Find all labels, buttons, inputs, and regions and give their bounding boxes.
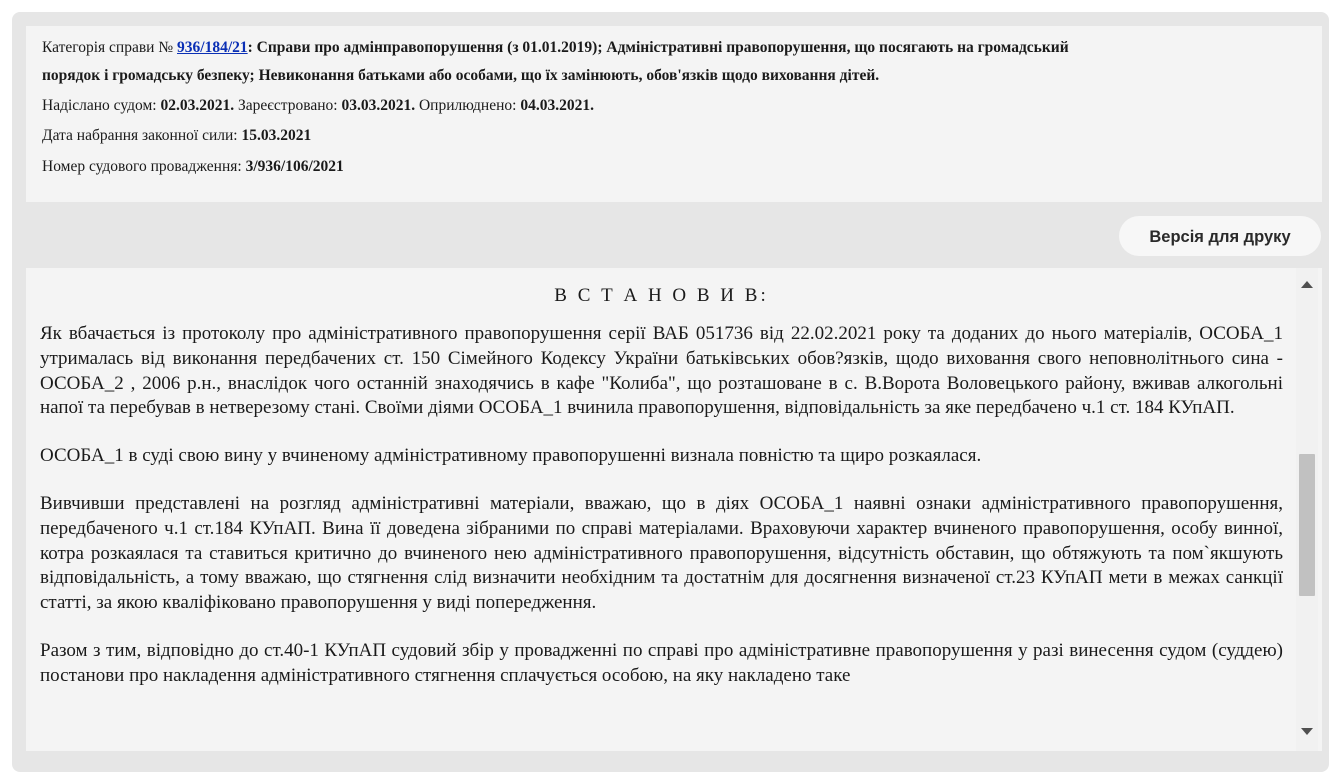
dates-line [42,92,594,120]
category-line [42,34,1069,62]
proceeding-label: Номер судового провадження: [42,158,246,175]
published-date: 04.03.2021. [520,97,594,114]
scroll-up-arrow-icon[interactable] [1301,281,1313,288]
category-line-2 [42,62,879,90]
sent-date: 02.03.2021. [160,97,235,114]
scrollbar-thumb[interactable] [1299,454,1315,596]
paragraph: ОСОБА_1 в суді свою вину у вчиненому адміністративному правопорушенні визнала повністю та щиро розкаялася. [40,445,982,467]
effective-label: Дата набрання законної сили: [42,127,242,144]
proceeding-line [42,153,344,181]
registered-date: 03.03.2021. [341,97,416,114]
proceeding-number: 3/936/106/2021 [245,158,344,175]
category-text-1: : Справи про адмінправопорушення (з 01.01.2019); Адміністративні правопорушення, що посягають на громадський [247,39,1069,56]
document-heading: В С Т А Н О В И В: [554,285,769,306]
paragraph: Разом з тим, відповідно до ст.40-1 КУпАП судовий збір у провадженні по справі про адміністративне правопорушення у разі винесення судом (суддею) постанови про накладення адміністративного стягнення сплачується особою, на яку накладено таке [40,639,1283,686]
published-label: Оприлюднено: [415,97,521,114]
case-info-panel [26,26,1322,202]
case-number-link[interactable]: 936/184/21 [177,39,248,56]
effective-line [42,122,311,150]
paragraph: Вивчивши представлені на розгляд адміністративні матеріали, вважаю, що в діях ОСОБА_1 наявні ознаки адміністративного правопорушення, передбаченого ч.1 ст.184 КУпАП. Вина її доведена зібраними по справі матеріалами. Враховуючи характер вчиненого правопорушення, особу винної, котра розкаялася та ставиться критично до вчиненого нею адміністративного правопорушення, відсутність обставин, що обтяжують та пом`якшують відповідальність, а тому вважаю, що стягнення слід визначити необхідним та достатнім для досягнення визначеної ст.23 КУпАП мети в межах санкції статті, за якою кваліфіковано правопорушення у виді попередження. [40,492,1283,614]
paragraph: Як вбачається із протоколу про адміністративного правопорушення серії ВАБ 051736 від 22.02.2021 року та доданих до нього матеріалів, ОСОБА_1 утрималась від виконання передбачених ст. 150 Сімейного Кодексу України батьківських обов?язків, щодо виховання свого неповнолітнього сина - ОСОБА_2 , 2006 р.н., внаслідок чого останній знаходячись в кафе "Колиба", що розташоване в с. В.Ворота Воловецького району, вживав алкогольні напої та перебував в нетверезому стані. Своїми діями ОСОБА_1 вчинила правопорушення, відповідальність за яке передбачено ч.1 ст. 184 КУпАП. [40,323,1283,419]
document-scrollbar[interactable] [1296,268,1318,751]
effective-date: 15.03.2021 [241,127,312,144]
document-body [26,268,1322,751]
category-text-2: порядок і громадську безпеку; Невиконання батьками або особами, що їх замінюють, обов'язків щодо виховання дітей. [42,67,880,84]
print-version-button[interactable]: Версія для друку [1119,216,1321,256]
scroll-down-arrow-icon[interactable] [1301,728,1313,735]
registered-label: Зареєстровано: [234,97,342,114]
category-label: Категорія справи № [42,39,178,56]
sent-label: Надіслано судом: [42,97,161,114]
